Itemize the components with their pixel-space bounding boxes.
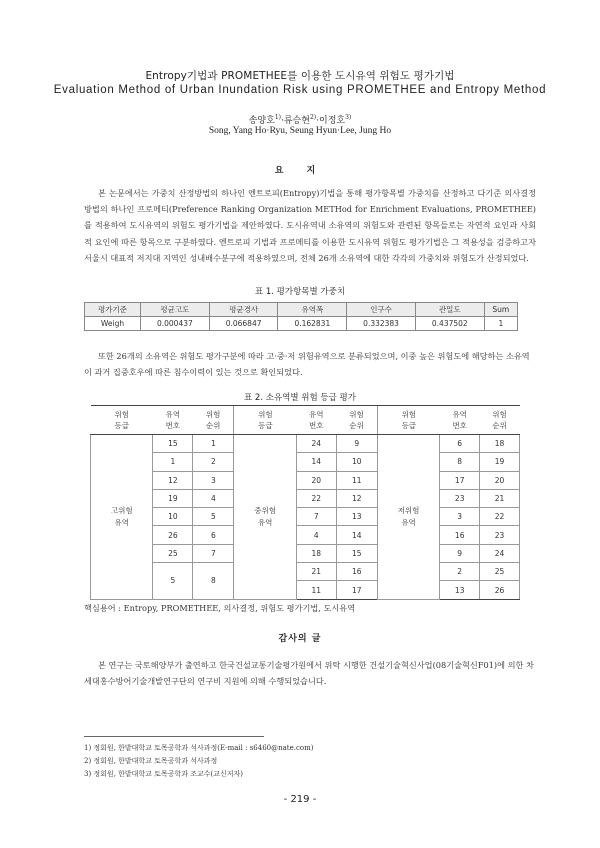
table-cell: 18 [480, 435, 520, 453]
table-cell: 24 [480, 544, 520, 562]
author-name: 송양호 [248, 116, 275, 126]
table-header-cell: 관밀도 [415, 303, 484, 317]
group-label: 고위험 [110, 505, 133, 515]
table-cell: 3 [193, 471, 234, 489]
abstract-text: 본 논문에서는 가중치 산정방법의 하나인 엔트로피(Entropy)기법을 통해 평가항목별 가중치를 산정하고 다기준 의사결정 방법의 하나인 프로메티(Preference Ranking Organization METHod for Enrichment Evaluations, PROMETHEE)를 적용하여 도시유역의 위험도 평가기법을 제안하였다. 도시유역내 소유역의 위험도와 관련된 항목들로는 자연적 요인과 사회적 요인에 따른 항목으로 구분하였다. 엔트로피 기법과 프로메티를 이용한 도시유역 위험도 평가기법은 그 적용성을 검증하고자 서울시 대표적 저지대 지역인 성내배수분구에 적용하였으며, 전체 26개 소유역에 대한 각각의 가중치와 위험도가 산정되었다. [84, 188, 536, 263]
table-header-cell [193, 406, 234, 435]
table-header-cell [336, 406, 377, 435]
table-cell: 9 [336, 435, 377, 453]
table-cell: 13 [440, 581, 480, 599]
table-row [91, 453, 520, 471]
table-header-cell [153, 406, 193, 435]
author-separator: · [280, 116, 284, 126]
author-name: 류승현 [283, 116, 310, 126]
page-number: - 219 - [283, 794, 317, 805]
header-line: 위험 [114, 410, 129, 419]
weights-table [84, 302, 518, 331]
table-cell: 20 [480, 471, 520, 489]
table-header-row [85, 303, 518, 317]
table-cell: 5 [193, 508, 234, 526]
title-korean: Entropy기법과 PROMETHEE를 이용한 도시유역 위험도 평가기법 [145, 70, 455, 82]
table1-caption: 표 1. 평가항목별 가중치 [254, 287, 346, 297]
header-line: 순위 [205, 421, 221, 430]
table-cell: 4 [296, 526, 336, 544]
table-row [85, 317, 518, 331]
table-header-cell [234, 406, 296, 435]
header-line: 번호 [165, 421, 181, 430]
table-row [91, 471, 520, 489]
author-separator: · [316, 116, 319, 126]
table-cell: 6 [193, 526, 234, 544]
header-line: 등급 [258, 421, 273, 430]
header-line: 번호 [309, 421, 324, 430]
keywords: 핵심용어 : Entropy, PROMETHEE, 의사결정, 위험도 평가기법, 도시유역 [84, 603, 356, 613]
table-header-cell: 평균경사 [209, 303, 278, 317]
author-name: 이정호 [319, 116, 346, 126]
table-cell: 22 [480, 508, 520, 526]
table-cell: 1 [153, 453, 193, 471]
table-cell: 9 [440, 544, 480, 562]
header-line: 유역 [452, 410, 467, 419]
table-header-cell: Sum [484, 303, 517, 317]
author-footnote-mark: 2) [309, 114, 317, 121]
table-header-cell [296, 406, 336, 435]
table-cell: 14 [336, 526, 377, 544]
table-cell: 1 [193, 435, 234, 453]
table-header-row [91, 406, 520, 435]
table-cell: 21 [296, 563, 336, 581]
table-cell: 11 [296, 581, 336, 599]
group-label: 유역 [257, 517, 273, 527]
table-cell: 2 [440, 563, 480, 581]
table-cell: 19 [480, 453, 520, 471]
header-line: 위험 [401, 410, 417, 419]
table-cell: 12 [336, 489, 377, 507]
footnote-item: 3) 정회원, 한밭대학교 토목공학과 조교수(교신저자) [84, 770, 244, 778]
acknowledgement-heading: 감사의 글 [278, 634, 322, 644]
body-paragraph: 또한 26개의 소유역은 위험도 평가구분에 따라 고·중·저 위험유역으로 분류되었으며, 이중 높은 위험도에 해당하는 소유역이 과거 집중호우에 따른 침수이력이 있는 것으로 확인되었다. [84, 351, 530, 378]
acknowledgement-text: 본 연구는 국토해양부가 출연하고 한국건설교통기술평가원에서 위탁 시행한 건설기술혁신사업(08기술혁신F01)에 의한 차세대홍수방어기술개발연구단의 연구비 지원에 의해 수행되었습니다. [84, 660, 534, 687]
table-cell: 18 [296, 544, 336, 562]
table-cell: 20 [296, 471, 336, 489]
table-cell: 8 [193, 563, 234, 600]
table-cell: 10 [336, 453, 377, 471]
table-cell: 5 [153, 563, 193, 600]
footnote-divider [84, 736, 264, 737]
group-label: 중위험 [254, 505, 277, 515]
table-cell: 22 [296, 489, 336, 507]
table-header-cell [440, 406, 480, 435]
title-english: Evaluation Method of Urban Inundation Risk using PROMETHEE and Entropy Method [53, 84, 547, 96]
header-line: 위험 [205, 410, 221, 419]
table-cell: 3 [440, 508, 480, 526]
abstract-heading: 요 지 [274, 166, 326, 176]
table-cell: 19 [153, 489, 193, 507]
table-cell: 24 [296, 435, 336, 453]
table-cell: Weigh [85, 317, 141, 331]
table-row [91, 544, 520, 562]
author-footnote-mark: 3) [345, 114, 352, 121]
table-cell: 16 [336, 563, 377, 581]
table-cell: 17 [336, 581, 377, 599]
table-cell: 21 [480, 489, 520, 507]
table-cell: 15 [153, 435, 193, 453]
risk-grade-table [90, 405, 520, 600]
table-cell: 2 [193, 453, 234, 471]
group-label: 유역 [401, 517, 416, 527]
table-cell: 7 [296, 508, 336, 526]
table-cell: 13 [336, 508, 377, 526]
table-cell: 25 [153, 544, 193, 562]
header-line: 유역 [165, 410, 181, 419]
table-row [91, 526, 520, 544]
author-footnote-mark: 1) [274, 114, 281, 121]
table-cell: 23 [440, 489, 480, 507]
group-label: 저위험 [397, 505, 420, 515]
header-line: 유역 [309, 410, 324, 419]
authors-korean [0, 113, 600, 126]
table-cell: 7 [193, 544, 234, 562]
table-cell: 0.000437 [141, 317, 210, 331]
header-line: 순위 [492, 421, 507, 430]
table-header-cell [480, 406, 520, 435]
table-cell: 8 [440, 453, 480, 471]
table-cell: 25 [480, 563, 520, 581]
table-cell: 1 [484, 317, 517, 331]
table-row [91, 435, 520, 453]
group-label: 유역 [114, 517, 129, 527]
table-cell: 15 [336, 544, 377, 562]
table-cell: 0.066847 [209, 317, 278, 331]
header-line: 위험 [349, 410, 364, 419]
table-cell: 17 [440, 471, 480, 489]
table-header-cell [377, 406, 439, 435]
table-row [91, 489, 520, 507]
header-line: 번호 [452, 421, 467, 430]
table-header-cell: 유역폭 [278, 303, 347, 317]
table-cell: 23 [480, 526, 520, 544]
table-cell: 0.332383 [347, 317, 416, 331]
table-header-cell: 평균고도 [141, 303, 210, 317]
header-line: 순위 [349, 421, 364, 430]
table2-caption: 표 2. 소유역별 위험 등급 평가 [244, 393, 356, 403]
table-cell: 0.162831 [278, 317, 347, 331]
table-cell: 11 [336, 471, 377, 489]
table-cell: 12 [153, 471, 193, 489]
header-line: 위험 [492, 410, 507, 419]
table-header-cell: 인구수 [347, 303, 416, 317]
table-cell: 26 [153, 526, 193, 544]
table-cell: 26 [480, 581, 520, 599]
table-cell: 14 [296, 453, 336, 471]
footnote-item: 2) 정회원, 한밭대학교 토목공학과 석사과정 [84, 757, 218, 765]
table-cell: 10 [153, 508, 193, 526]
header-line: 위험 [258, 410, 273, 419]
table-header-cell: 평가기준 [85, 303, 141, 317]
table-cell: 4 [193, 489, 234, 507]
risk-group-cell [377, 435, 439, 600]
table-header-cell [91, 406, 153, 435]
footnotes [84, 742, 313, 781]
authors-english: Song, Yang Ho·Ryu, Seung Hyun·Lee, Jung Ho [208, 126, 392, 136]
risk-group-cell [91, 435, 153, 600]
table-cell: 16 [440, 526, 480, 544]
risk-group-cell [234, 435, 296, 600]
header-line: 등급 [401, 421, 417, 430]
table-cell: 0.437502 [415, 317, 484, 331]
table-row [91, 508, 520, 526]
table-cell: 6 [440, 435, 480, 453]
footnote-item: 1) 정회원, 한밭대학교 토목공학과 석사과정(E-mail : s6460@nate.com) [84, 744, 314, 752]
table-row [91, 563, 520, 581]
header-line: 등급 [114, 421, 129, 430]
